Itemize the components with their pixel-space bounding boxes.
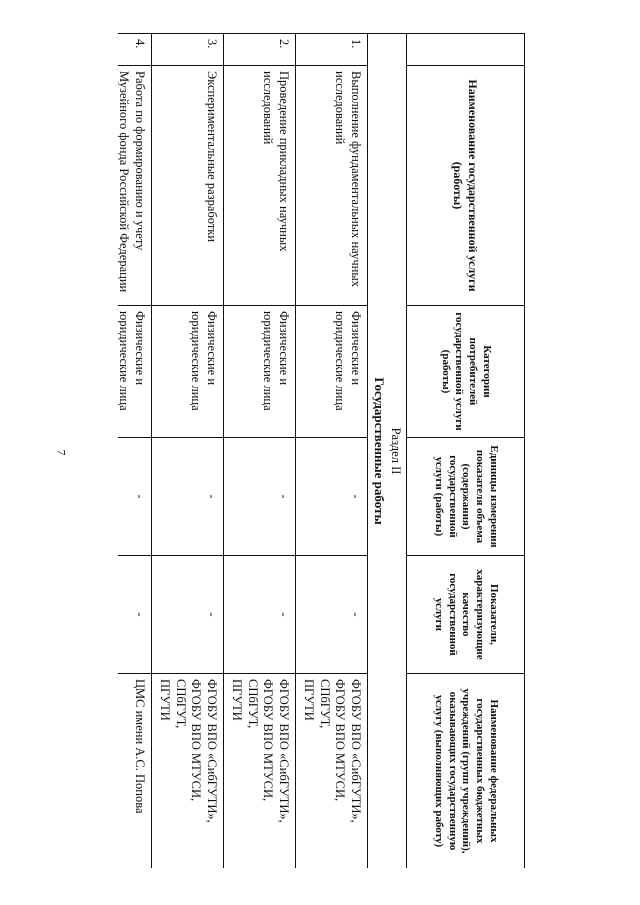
row-service-name: Проведение прикладных научных исследований xyxy=(224,66,296,306)
institution-line: ПГУТИ xyxy=(302,679,317,721)
row-number: 1. xyxy=(296,34,368,66)
institution-line: СПбГУТ, xyxy=(245,679,260,729)
row-quality: - xyxy=(118,556,152,674)
institution-line: ФГОБУ ВПО «СибГУТИ», xyxy=(277,679,292,823)
row-institutions xyxy=(152,674,224,869)
page-number: 7 xyxy=(54,449,69,456)
row-service-name: Выполнение фундаментальных научных исследований xyxy=(296,66,368,306)
row-consumers: Физические и юридические лица xyxy=(118,306,152,438)
header-consumers: Категории потребителей государственной услуги (работы) xyxy=(407,306,525,438)
row-number: 4. xyxy=(118,34,152,66)
row-service-name: Работа по формированию и учету Музейного фонда Российской Федерации xyxy=(118,66,152,306)
row-consumers: Физические и юридические лица xyxy=(296,306,368,438)
rotated-table-container xyxy=(118,33,525,868)
table-row xyxy=(152,34,224,869)
institution-line: СПбГУТ, xyxy=(173,679,188,729)
institution-line: ПГУТИ xyxy=(230,679,245,721)
row-number: 3. xyxy=(152,34,224,66)
row-consumers: Физические и юридические лица xyxy=(152,306,224,438)
header-num xyxy=(407,34,525,66)
table-row xyxy=(296,34,368,869)
row-institutions xyxy=(224,674,296,869)
row-quality: - xyxy=(224,556,296,674)
institution-line: ФГОБУ ВПО МТУСИ, xyxy=(333,679,348,802)
row-units: - xyxy=(224,438,296,556)
row-quality: - xyxy=(296,556,368,674)
services-table xyxy=(118,33,525,868)
row-units: - xyxy=(296,438,368,556)
document-page xyxy=(118,33,525,868)
row-units: - xyxy=(152,438,224,556)
institution-line: СПбГУТ, xyxy=(317,679,332,729)
header-service-name: Наименование государственной услуги (работы) xyxy=(407,66,525,306)
table-header-row xyxy=(407,34,525,869)
table-row xyxy=(118,34,152,869)
row-institutions xyxy=(118,674,152,869)
header-institutions: Наименование федеральных государственных бюджетных учреждений (групп учреждений), оказывающих государственную услугу (выполняющих работу) xyxy=(407,674,525,869)
section-row xyxy=(368,34,407,869)
section-cell xyxy=(368,34,407,869)
institution-line: ФГОБУ ВПО МТУСИ, xyxy=(189,679,204,802)
institution-line: ЦМС имени А.С. Попова xyxy=(133,679,148,814)
institution-line: ПГУТИ xyxy=(158,679,173,721)
row-service-name: Экспериментальные разработки xyxy=(152,66,224,306)
section-title: Государственные работы xyxy=(372,377,388,525)
institution-line: ФГОБУ ВПО «СибГУТИ», xyxy=(205,679,220,823)
row-quality: - xyxy=(152,556,224,674)
row-consumers: Физические и юридические лица xyxy=(224,306,296,438)
row-units: - xyxy=(118,438,152,556)
table-row xyxy=(224,34,296,869)
row-institutions xyxy=(296,674,368,869)
institution-line: ФГОБУ ВПО «СибГУТИ», xyxy=(349,679,364,823)
header-units: Единицы измерения показателя объема (содержания) государственной услуги (работы) xyxy=(407,438,525,556)
row-number: 2. xyxy=(224,34,296,66)
header-quality: Показатели, характеризующие качество государственной услуги xyxy=(407,556,525,674)
institution-line: ФГОБУ ВПО МТУСИ, xyxy=(261,679,276,802)
section-label: Раздел II xyxy=(389,427,403,475)
